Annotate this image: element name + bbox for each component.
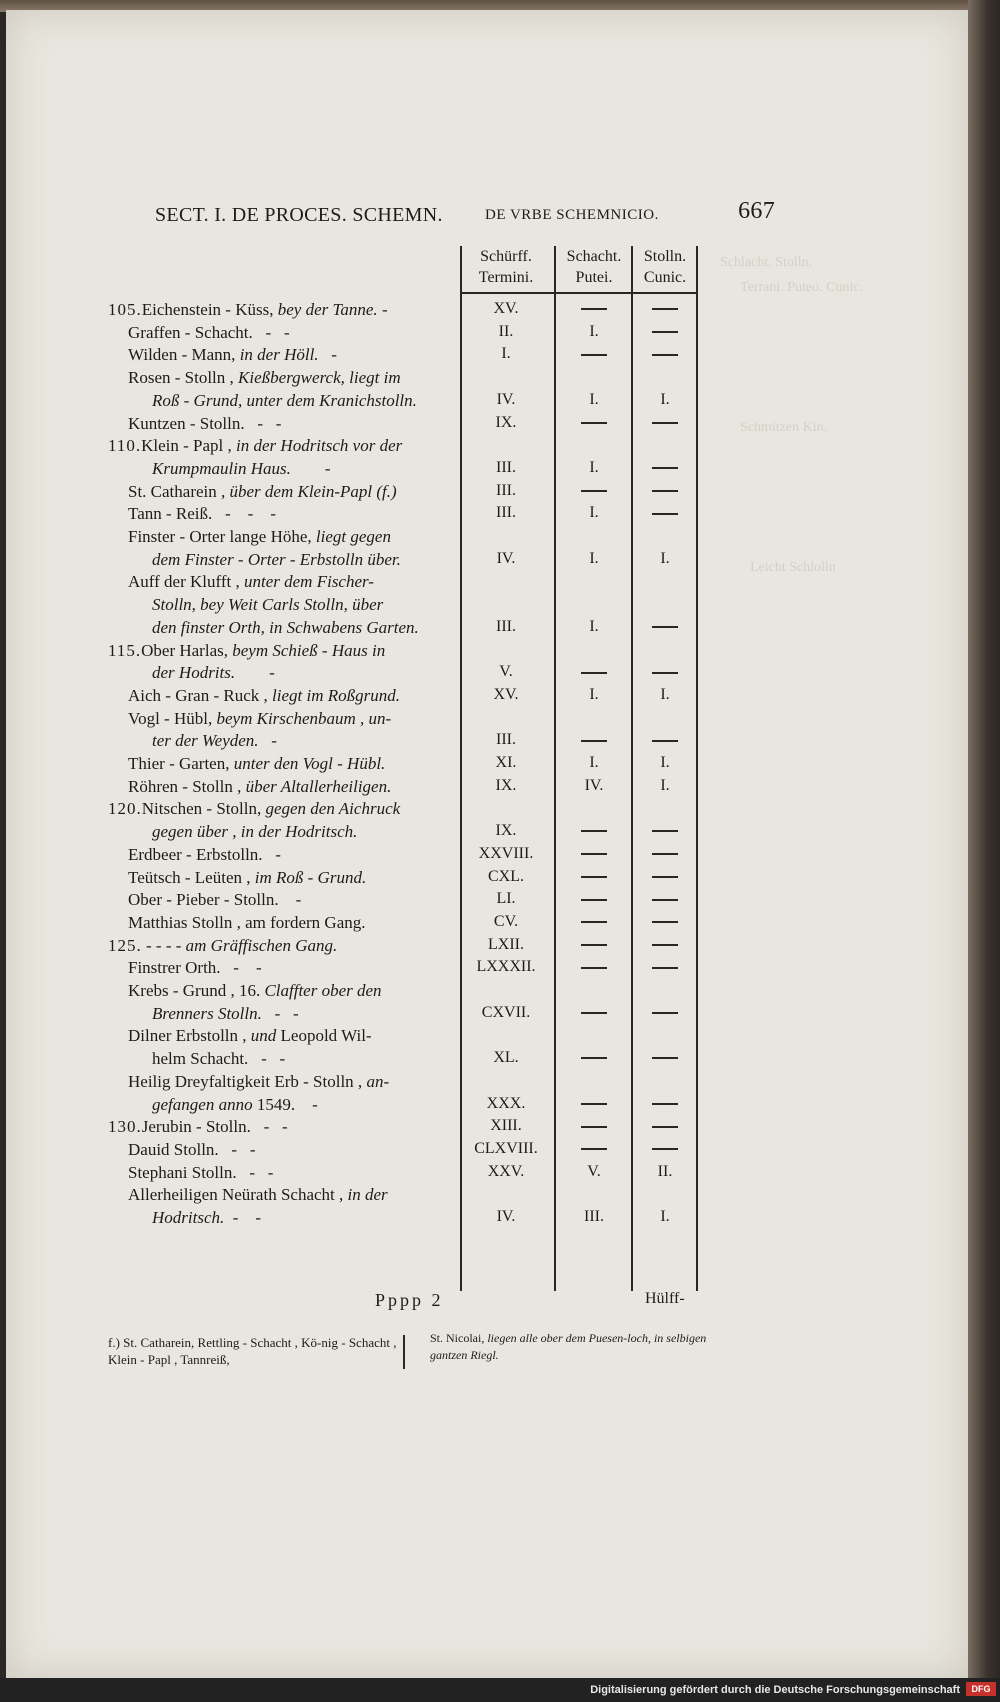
table-cell-dash <box>632 482 698 500</box>
entry-text-tail: 1549. - <box>252 1094 318 1114</box>
dash-mark <box>581 1012 607 1014</box>
entry-line <box>128 1140 256 1160</box>
dash-mark <box>652 967 678 969</box>
table-cell-dash <box>632 1117 698 1135</box>
entry-text: Ober - Pieber - Stolln. <box>128 890 279 910</box>
show-through-text: Schlacht. Stolln. <box>720 255 813 270</box>
entry-line <box>128 686 400 706</box>
entry-text: Ober Harlas, <box>141 640 228 660</box>
entry-text: Dauid Stolln. <box>128 1139 219 1159</box>
entry-text-italic: in der Hodritsch vor der <box>231 436 403 456</box>
table-cell: IX. <box>495 776 517 794</box>
dash-mark <box>581 1126 607 1128</box>
entry-text-tail: Leopold Wil- <box>276 1026 372 1046</box>
entry-text-tail: - - <box>220 958 262 978</box>
entry-line <box>128 323 290 343</box>
dash-mark <box>652 1012 678 1014</box>
entry-line <box>108 436 402 456</box>
footnote-left <box>108 1334 400 1368</box>
entry-line <box>128 890 301 910</box>
entry-text-italic: im Roß - Grund. <box>250 867 367 887</box>
entry-text-italic: gegen den Aichruck <box>261 799 401 819</box>
table-cell: IX. <box>495 822 517 840</box>
entry-number: 130. <box>108 1117 142 1137</box>
table-cell: V. <box>587 1162 601 1180</box>
table-cell: I. <box>660 685 670 703</box>
entry-line <box>128 845 281 865</box>
entry-text-tail: - - <box>261 1003 299 1023</box>
table-cell: III. <box>496 458 516 476</box>
footnote-text: St. Nicolai, <box>430 1331 485 1345</box>
entry-text: Graffen - Schacht. <box>128 322 253 342</box>
entry-text-italic: Stolln, bey Weit Carls Stolln, über <box>152 595 384 615</box>
entry-line <box>152 459 331 479</box>
table-cell: I. <box>501 345 511 363</box>
table-cell-dash <box>632 618 698 636</box>
entry-line <box>128 777 391 797</box>
entry-text-italic: in der <box>343 1185 388 1205</box>
column-header-line: Schacht. <box>566 248 622 265</box>
column-header-line: Stolln. <box>643 248 687 265</box>
entry-text-tail: - - <box>244 413 282 433</box>
show-through-text: Schmitzen Kin. <box>740 420 828 435</box>
table-cell-dash <box>632 504 698 522</box>
table-cell-dash <box>632 414 698 432</box>
table-cell-dash <box>556 482 632 500</box>
entry-text: Röhren - Stolln , <box>128 776 242 796</box>
table-cell-dash <box>632 936 698 954</box>
entry-line <box>152 391 417 411</box>
entry-number: 110. <box>108 436 142 456</box>
dash-mark <box>581 422 607 424</box>
entry-text-italic: liegt gegen <box>311 527 391 546</box>
table-cell: III. <box>496 504 516 522</box>
table-cell-dash <box>632 1095 698 1113</box>
entry-text-italic: den finster Orth, in Schwabens Garten. <box>152 617 419 637</box>
entry-text: Aich - Gran - Ruck , <box>128 685 268 705</box>
table-cell: IV. <box>496 549 516 567</box>
table-cell: CLXVIII. <box>474 1139 538 1157</box>
dash-mark <box>581 354 607 356</box>
dash-mark <box>581 853 607 855</box>
dash-mark <box>581 672 607 674</box>
footnote-divider <box>403 1335 405 1369</box>
entry-text: Vogl - Hübl, <box>128 708 213 728</box>
entry-line <box>128 958 262 978</box>
table-cell-dash <box>632 323 698 341</box>
dash-mark <box>581 1103 607 1105</box>
entry-line <box>152 618 419 638</box>
table-cell: I. <box>660 549 670 567</box>
entry-text: Heilig Dreyfaltigkeit Erb - Stolln , <box>128 1071 363 1091</box>
entry-text: Klein - Papl , <box>141 436 232 456</box>
dash-mark <box>652 853 678 855</box>
table-cell: CV. <box>493 912 519 930</box>
entry-line <box>128 1072 389 1092</box>
table-cell-dash <box>556 958 632 976</box>
table-cell: I. <box>660 776 670 794</box>
column-header-line: Schürff. <box>480 248 532 265</box>
entry-text: Auff der Klufft , <box>128 572 240 592</box>
table-cell-dash <box>632 1004 698 1022</box>
table-cell: IV. <box>496 1208 516 1225</box>
dash-mark <box>652 513 678 515</box>
entry-line <box>128 709 391 729</box>
table-cell: III. <box>496 617 516 635</box>
table-cell-dash <box>556 1140 632 1158</box>
dash-mark <box>652 876 678 878</box>
table-cell: XXVIII. <box>478 844 534 862</box>
table-cell: I. <box>660 1208 670 1225</box>
entry-line <box>108 936 337 956</box>
table-cell-dash <box>556 868 632 886</box>
entry-line <box>108 1117 288 1137</box>
entry-text-italic: ter der Weyden. <box>152 731 259 751</box>
dash-mark <box>581 490 607 492</box>
entry-line <box>152 1208 261 1228</box>
entry-line <box>152 1004 299 1024</box>
table-cell: XI. <box>495 754 517 771</box>
table-cell-dash <box>556 1117 632 1135</box>
dash-mark <box>581 876 607 878</box>
entry-text-italic: Kießbergwerck, liegt im <box>233 368 401 388</box>
entry-text: Stephani Stolln. <box>128 1162 237 1182</box>
entry-line <box>128 1026 372 1046</box>
entry-text: Erdbeer - Erbstolln. <box>128 844 263 864</box>
table-cell: I. <box>660 754 670 771</box>
table-cell-dash <box>632 300 698 318</box>
table-cell: IV. <box>496 390 516 408</box>
entry-line <box>128 345 337 365</box>
signature-mark: Pppp 2 <box>375 1290 444 1310</box>
table-cell-dash <box>632 1140 698 1158</box>
table-cell: I. <box>589 458 599 476</box>
entry-line <box>152 595 383 615</box>
entry-text-italic: liegt im Roßgrund. <box>267 685 400 705</box>
entry-line <box>108 641 385 661</box>
table-cell: XIII. <box>490 1117 522 1135</box>
table-cell: LI. <box>496 890 516 908</box>
table-cell-dash <box>556 1004 632 1022</box>
entry-text-italic: in der Höll. <box>235 345 319 365</box>
table-cell-dash <box>632 731 698 749</box>
dfg-logo: DFG <box>966 1682 996 1696</box>
footnote-text-italic: liegen alle ober dem Puesen-loch, in selbigen gantzen Riegl. <box>430 1331 707 1362</box>
entry-text: Finstrer Orth. <box>128 958 221 978</box>
entry-text-tail: - - <box>250 1117 288 1137</box>
entry-line <box>152 1095 318 1115</box>
dash-mark <box>652 830 678 832</box>
dash-mark <box>652 944 678 946</box>
table-cell-dash <box>632 845 698 863</box>
footnote-mark: f.) <box>108 1335 120 1350</box>
table-cell-dash <box>556 822 632 840</box>
column-header-line: Termini. <box>478 269 534 286</box>
entry-text: helm Schacht. <box>152 1049 249 1069</box>
table-cell-dash <box>556 414 632 432</box>
entry-text-tail: - - <box>224 1208 262 1227</box>
table-cell: LXII. <box>488 935 524 953</box>
entry-text: Teütsch - Leüten , <box>128 867 251 887</box>
dash-mark <box>652 626 678 628</box>
table-cell: III. <box>496 481 516 499</box>
dash-mark <box>652 331 678 333</box>
dash-mark <box>652 672 678 674</box>
entry-text-italic: am Gräffischen Gang. <box>181 935 338 955</box>
entry-text-italic: unter den Vogl - Hübl. <box>229 754 386 773</box>
show-through-text: Terrani. Puteo. Cunic. <box>740 280 864 295</box>
table-cell: XL. <box>493 1049 519 1067</box>
entry-text-tail: - <box>235 663 275 683</box>
entry-text-tail: - <box>318 345 337 365</box>
dash-mark <box>581 967 607 969</box>
dash-mark <box>581 1148 607 1150</box>
table-cell-dash <box>556 913 632 931</box>
table-cell: IX. <box>495 413 517 431</box>
entry-text-tail: - <box>278 890 302 910</box>
entry-text-tail: - - <box>236 1162 274 1182</box>
entry-line <box>152 1049 285 1069</box>
table-cell-dash <box>632 822 698 840</box>
entry-text-italic: Claffter ober den <box>260 981 382 1000</box>
dash-mark <box>581 944 607 946</box>
dash-mark <box>652 921 678 923</box>
entry-text-tail: - <box>377 300 388 319</box>
entry-line <box>128 504 276 524</box>
table-cell-dash <box>632 958 698 976</box>
entry-text-italic: bey der Tanne. <box>273 300 378 319</box>
table-cell-dash <box>632 868 698 886</box>
table-cell-dash <box>556 845 632 863</box>
table-cell: V. <box>499 663 513 681</box>
credit-bar <box>0 1678 1000 1702</box>
dash-mark <box>581 1057 607 1059</box>
entry-line <box>128 1163 273 1183</box>
entry-text-tail: - - - <box>212 504 276 524</box>
table-cell: I. <box>589 685 599 703</box>
entry-line <box>128 981 382 1001</box>
entry-text-italic: Krumpmaulin Haus. <box>152 458 291 478</box>
table-cell-dash <box>632 345 698 363</box>
table-cell: I. <box>589 390 599 408</box>
entry-text-tail: - <box>290 458 331 478</box>
dash-mark <box>652 1126 678 1128</box>
dash-mark <box>652 467 678 469</box>
entry-text-italic: an- <box>362 1071 390 1091</box>
entry-number: 105. <box>108 300 142 319</box>
entry-text: Nitschen - Stolln, <box>141 799 262 819</box>
entry-line <box>128 1185 388 1205</box>
table-cell: II. <box>498 322 514 340</box>
column-header-line: Putei. <box>575 269 613 286</box>
entry-text: Eichenstein - Küss, <box>141 300 274 319</box>
table-cell: III. <box>496 731 516 749</box>
entry-text: Allerheiligen Neürath Schacht , <box>128 1185 344 1205</box>
entry-line <box>152 822 357 842</box>
table-cell-dash <box>556 1049 632 1067</box>
dash-mark <box>581 899 607 901</box>
dash-mark <box>581 740 607 742</box>
table-cell: XXV. <box>487 1162 525 1180</box>
entry-line <box>152 663 275 683</box>
entry-text-tail: - <box>262 844 281 864</box>
table-cell-dash <box>556 936 632 954</box>
table-cell: III. <box>584 1208 604 1225</box>
entry-line <box>128 572 374 592</box>
dash-mark <box>652 899 678 901</box>
entry-text-italic: der Hodrits. <box>152 663 236 683</box>
entry-text: - - - - <box>141 935 182 955</box>
entry-line <box>128 527 391 547</box>
footnote-text: St. Catharein, Rettling - Schacht , Kö-nig - Schacht , Klein - Papl , Tannreiß, <box>108 1335 397 1367</box>
dash-mark <box>652 740 678 742</box>
dash-mark <box>581 830 607 832</box>
entry-text: Jerubin - Stolln. <box>141 1117 251 1137</box>
entry-number: 115. <box>108 640 142 660</box>
entry-text: Dilner Erbstolln , <box>128 1026 247 1046</box>
entry-text: Finster - Orter lange Höhe, <box>128 527 312 546</box>
entry-text-tail: - - <box>252 322 290 342</box>
entry-text-italic: Brenners Stolln. <box>152 1003 262 1023</box>
show-through-text: Leicht Schlolln <box>750 560 836 575</box>
table-cell-dash <box>556 300 632 318</box>
entry-line <box>128 414 281 434</box>
table-cell: I. <box>589 549 599 567</box>
table-cell-dash <box>632 913 698 931</box>
entry-line <box>128 868 366 888</box>
entry-text-tail: - - <box>248 1049 286 1069</box>
section-title: SECT. I. DE PROCES. SCHEMN. <box>155 204 443 226</box>
footnote-right <box>430 1330 710 1364</box>
table-cell: LXXXII. <box>476 958 536 976</box>
catchword: Hülff- <box>645 1290 685 1307</box>
table-cell-dash <box>632 1049 698 1067</box>
table-cell: CXL. <box>488 867 524 885</box>
dash-mark <box>652 490 678 492</box>
entry-line <box>108 799 400 819</box>
entry-text-italic: und <box>246 1026 277 1046</box>
table-cell-dash <box>556 890 632 908</box>
table-cell: XV. <box>493 685 519 703</box>
entry-text-tail: - <box>258 731 277 751</box>
table-cell-dash <box>632 890 698 908</box>
entry-line <box>152 550 401 570</box>
table-cell: I. <box>660 390 670 408</box>
credit-text: Digitalisierung gefördert durch die Deutsche Forschungsgemeinschaft <box>590 1684 960 1696</box>
entry-text: Kuntzen - Stolln. <box>128 413 245 433</box>
table-cell-dash <box>556 1095 632 1113</box>
entry-text: St. Catharein , <box>128 481 226 501</box>
entry-text: Krebs - Grund , 16. <box>128 981 261 1000</box>
table-cell: I. <box>589 754 599 771</box>
entry-text-italic: dem Finster - Orter - Erbstolln über. <box>152 549 401 569</box>
entry-line <box>128 913 366 933</box>
table-cell: I. <box>589 504 599 522</box>
column-header-line: Cunic. <box>643 269 687 286</box>
table-cell: I. <box>589 322 599 340</box>
entry-text: Matthias Stolln , am fordern Gang. <box>128 912 366 932</box>
entry-text-italic: Roß - Grund, unter dem Kranichstolln. <box>152 390 417 410</box>
entry-number: 120. <box>108 799 142 819</box>
dash-mark <box>652 308 678 310</box>
table-cell: XXX. <box>486 1094 526 1112</box>
entry-line <box>128 368 401 388</box>
entry-text-italic: gegen über , in der Hodritsch. <box>152 822 358 842</box>
dash-mark <box>652 1057 678 1059</box>
table-cell: XV. <box>493 300 519 317</box>
table-cell-dash <box>632 663 698 681</box>
dash-mark <box>652 1148 678 1150</box>
entry-line <box>108 300 388 320</box>
entry-text-italic: Hodritsch. <box>152 1208 225 1227</box>
entry-text-italic: beym Kirschenbaum , un- <box>212 708 392 728</box>
table-cell-dash <box>556 663 632 681</box>
table-cell: II. <box>657 1162 673 1180</box>
entry-text: Thier - Garten, <box>128 754 230 773</box>
entry-text-italic: beym Schieß - Haus in <box>227 640 386 660</box>
table-cell: I. <box>589 617 599 635</box>
entry-text-tail: - - <box>218 1139 256 1159</box>
section-subtitle: DE VRBE SCHEMNICIO. <box>485 207 659 223</box>
entry-text-italic: über Altallerheiligen. <box>241 776 392 796</box>
entry-text-italic: gefangen anno <box>152 1094 253 1114</box>
table-cell-dash <box>556 731 632 749</box>
entry-text: Tann - Reiß. <box>128 504 213 524</box>
dash-mark <box>581 921 607 923</box>
table-cell-dash <box>556 345 632 363</box>
dash-mark <box>581 308 607 310</box>
page-number: 667 <box>738 198 775 224</box>
entry-text: Wilden - Mann, <box>128 345 236 365</box>
table-cell-dash <box>632 459 698 477</box>
dash-mark <box>652 1103 678 1105</box>
entry-text-italic: unter dem Fischer- <box>239 572 374 592</box>
entry-number: 125. <box>108 935 142 955</box>
entry-line <box>152 731 277 751</box>
entry-line <box>128 754 385 774</box>
table-cell: CXVII. <box>481 1003 531 1021</box>
dash-mark <box>652 422 678 424</box>
dash-mark <box>652 354 678 356</box>
entry-text-italic: über dem Klein-Papl (f.) <box>225 481 397 501</box>
entry-text: Rosen - Stolln , <box>128 368 234 388</box>
table-cell: IV. <box>584 776 604 794</box>
entry-line <box>128 482 397 502</box>
